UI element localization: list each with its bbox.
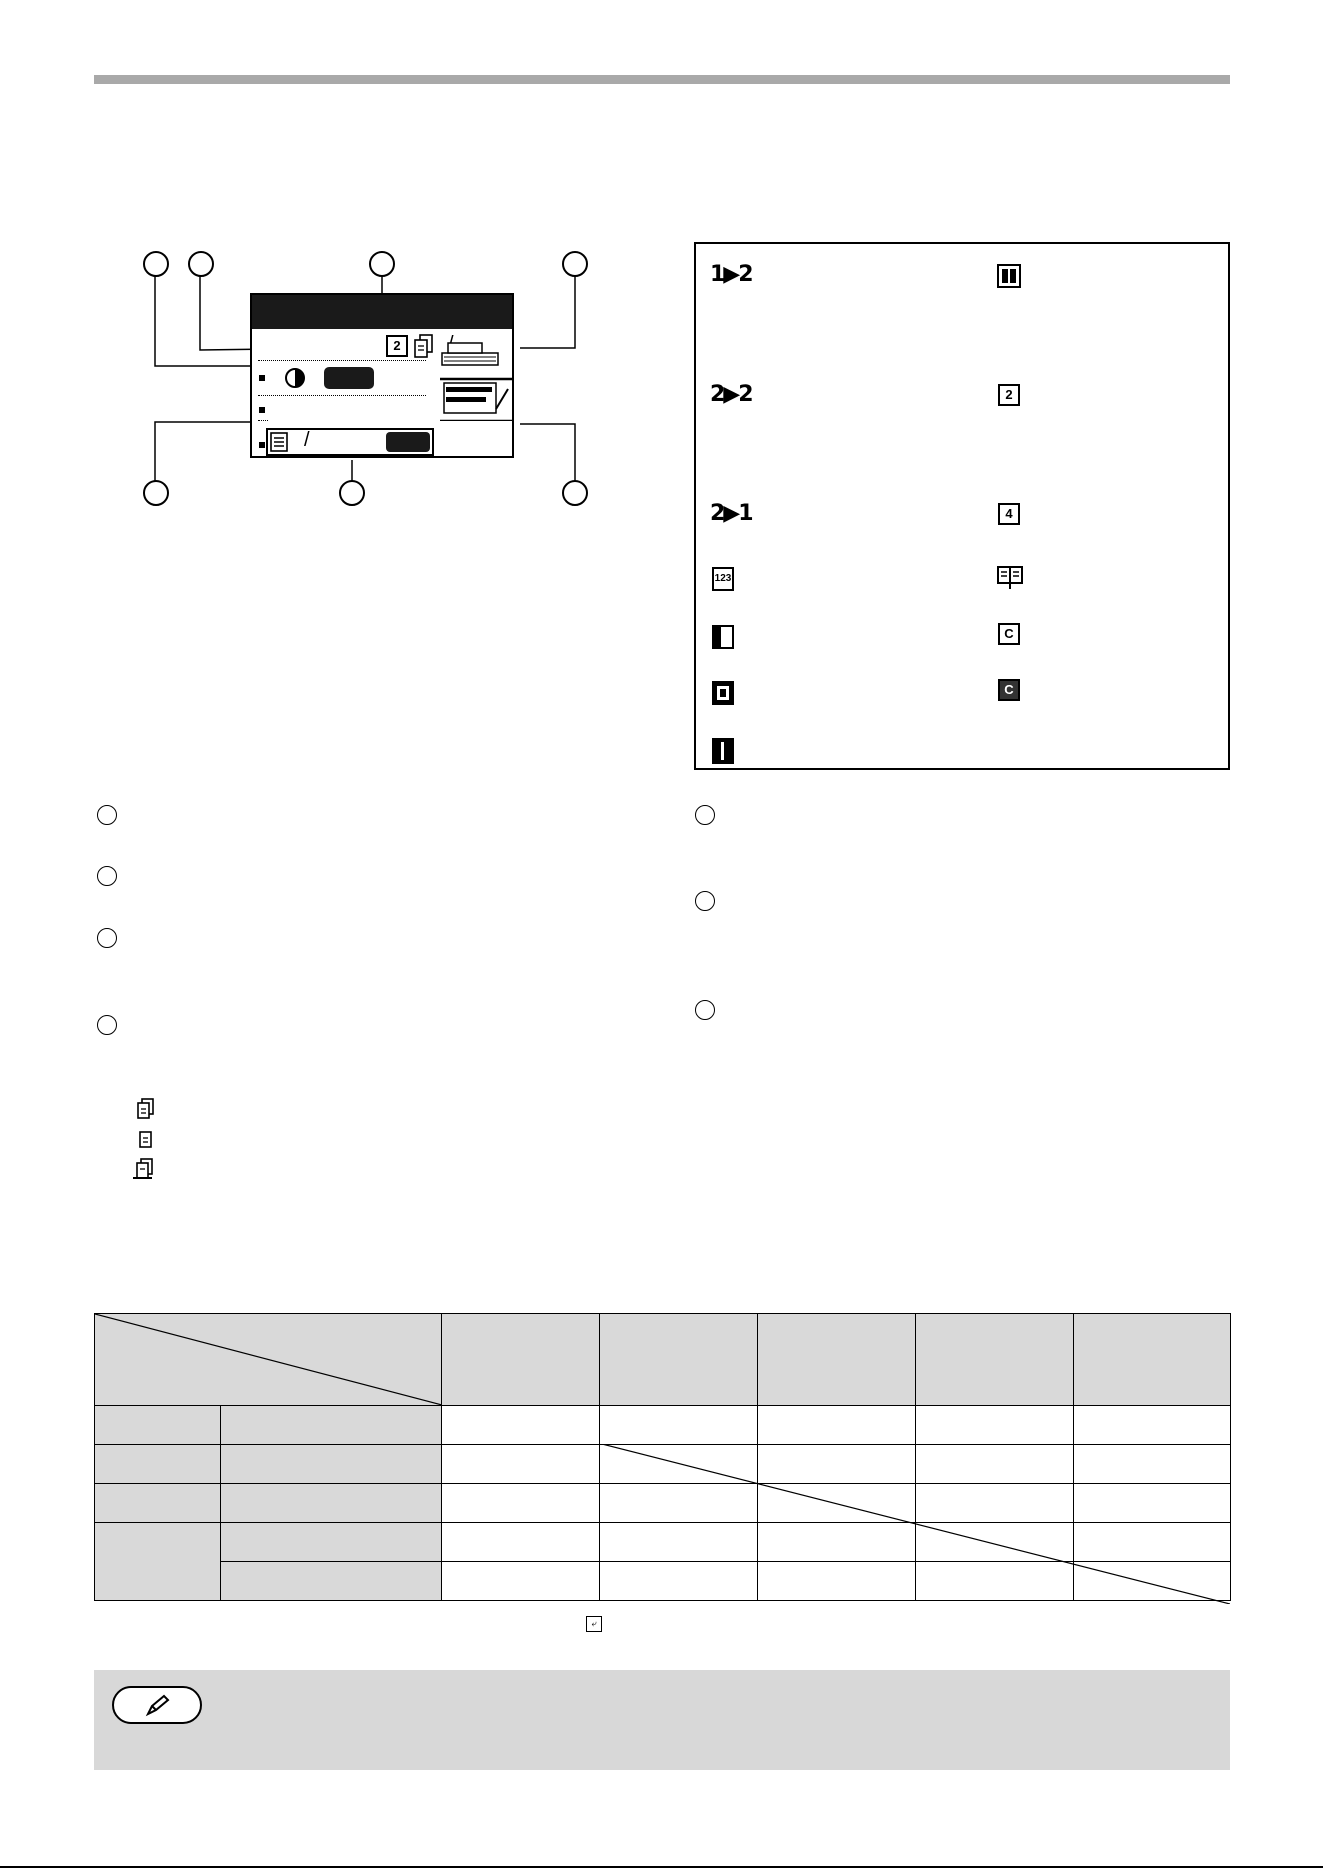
- sort-output-icon: [412, 333, 436, 359]
- frame-erase-icon: [712, 681, 734, 705]
- staple-sort-icon: [132, 1158, 156, 1180]
- paper-tray-icon: [270, 432, 290, 452]
- margin-shift-icon: [712, 625, 734, 649]
- 2-to-2-sided-icon: 2▶2: [710, 382, 752, 407]
- exposure-icon: [282, 367, 308, 389]
- dual-page-copy-icon: [997, 264, 1021, 288]
- desc-callout-1: [97, 805, 117, 825]
- lcd-dotted-line: [258, 360, 426, 361]
- lcd-bullet: [259, 407, 265, 413]
- table-header-cell: [916, 1314, 1074, 1406]
- table-row: [95, 1406, 1231, 1445]
- table-corner-cell: [95, 1314, 442, 1406]
- footer-rule: [0, 1866, 1323, 1868]
- table-header-cell: [1074, 1314, 1231, 1406]
- key-icon: ⤶: [586, 1616, 602, 1632]
- callout-1: [143, 251, 169, 277]
- card-shot-icon: C: [998, 623, 1020, 645]
- note-badge: [112, 1686, 202, 1724]
- desc-callout-5: [695, 805, 715, 825]
- callout-6: [339, 480, 365, 506]
- desc-callout-4: [97, 1015, 117, 1035]
- corner-diagonal: [95, 1314, 442, 1405]
- callout-4: [562, 251, 588, 277]
- card-shot-dark-icon: C: [998, 679, 1020, 701]
- sort-icon: 123: [712, 567, 734, 591]
- function-icon-legend: [694, 242, 1230, 770]
- 2-up-legend-icon: 2: [998, 384, 1020, 406]
- top-rule: [94, 75, 1230, 84]
- 1-to-2-sided-icon: 1▶2: [710, 262, 752, 287]
- lcd-screen: [250, 293, 514, 458]
- table-diagonal-slash: [602, 1444, 1230, 1604]
- lcd-header-bar: [252, 295, 512, 329]
- exposure-value-pill: [324, 367, 374, 389]
- table-header-cell: [442, 1314, 600, 1406]
- lcd-slash-bottom: /: [304, 429, 310, 451]
- book-copy-icon: [996, 565, 1024, 591]
- lcd-dotted-line: [258, 420, 268, 421]
- lcd-dotted-line: [258, 395, 426, 396]
- desc-callout-6: [695, 891, 715, 911]
- callout-3: [369, 251, 395, 277]
- callout-2: [188, 251, 214, 277]
- 2-up-icon: 2: [386, 335, 408, 357]
- desc-callout-7: [695, 1000, 715, 1020]
- desc-callout-3: [97, 928, 117, 948]
- desc-callout-2: [97, 866, 117, 886]
- 2-to-1-sided-icon: 2▶1: [710, 501, 752, 526]
- lcd-bullet: [259, 375, 265, 381]
- center-erase-icon: [712, 738, 734, 764]
- 4-up-icon: 4: [998, 503, 1020, 525]
- lcd-bullet: [259, 442, 265, 448]
- callout-5: [143, 480, 169, 506]
- copy-count-pill: [386, 432, 430, 452]
- pencil-icon: [144, 1694, 172, 1718]
- group-output-icon: [138, 1130, 154, 1150]
- table-header-cell: [600, 1314, 758, 1406]
- table-header-cell: [758, 1314, 916, 1406]
- note-box: [94, 1670, 1230, 1770]
- copier-status-icon: [440, 339, 512, 421]
- callout-7: [562, 480, 588, 506]
- sort-output-icon: [136, 1098, 156, 1120]
